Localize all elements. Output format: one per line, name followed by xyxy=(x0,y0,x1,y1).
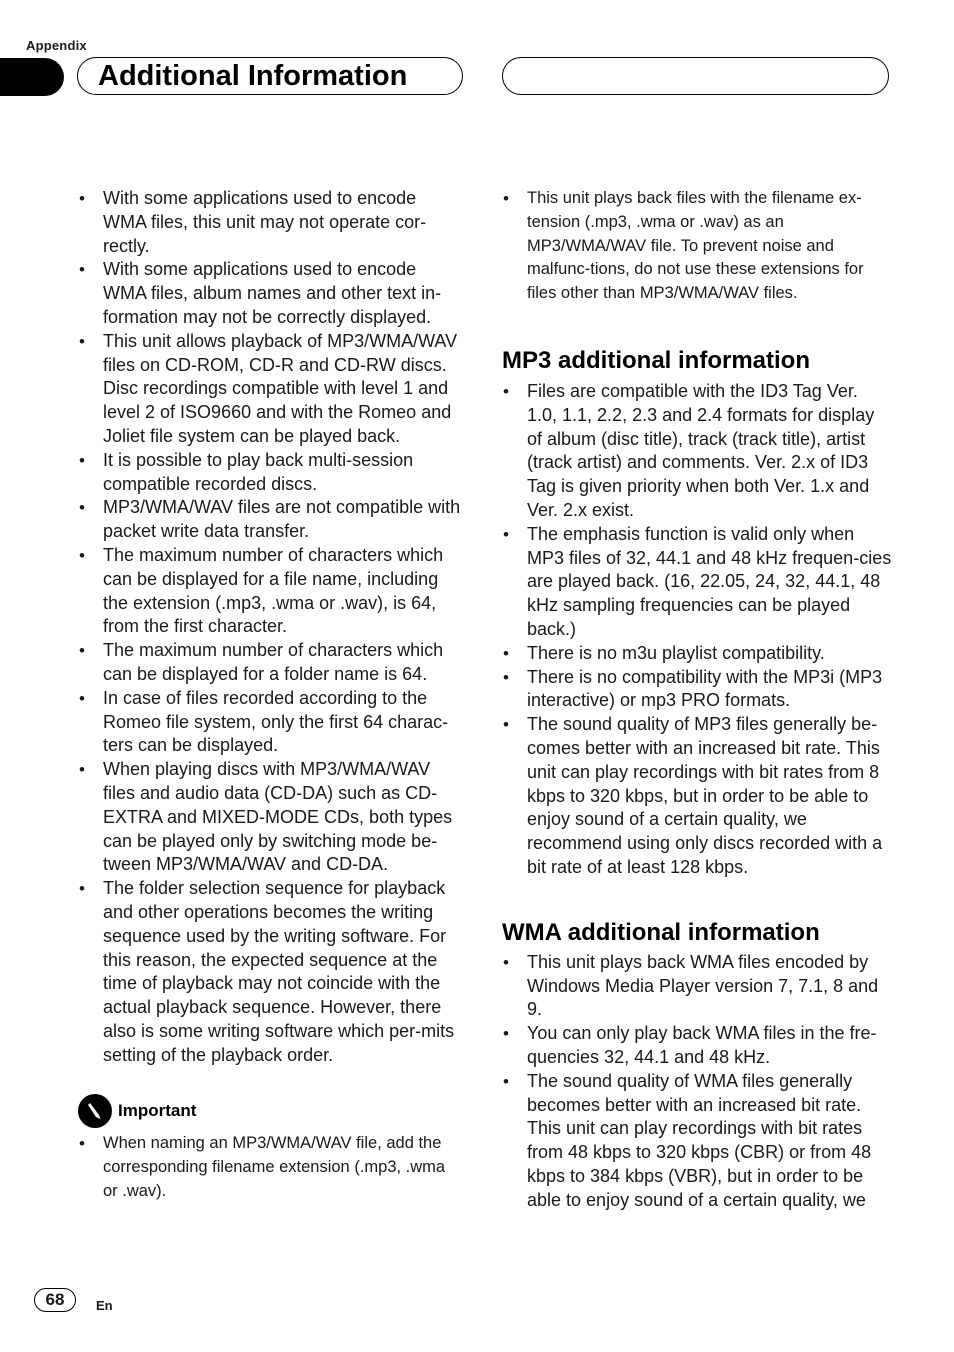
important-bullet-list xyxy=(78,1132,462,1203)
list-item: • With some applications used to encode WMA files, album names and other text in-formation may not be correctly displayed. xyxy=(78,258,462,329)
empty-title-frame xyxy=(502,57,889,95)
list-item: • In case of files recorded according to the Romeo file system, only the first 64 charac-ters can be displayed. xyxy=(78,687,462,758)
left-column xyxy=(78,187,462,1204)
left-bullet-list xyxy=(78,187,462,1067)
chapter-tab xyxy=(0,58,64,96)
list-item: • This unit plays back WMA files encoded by Windows Media Player version 7, 7.1, 8 and 9. xyxy=(502,951,892,1022)
pencil-icon xyxy=(78,1094,112,1128)
page-number: 68 xyxy=(34,1288,76,1312)
page-title: Additional Information xyxy=(98,60,408,92)
title-frame xyxy=(77,57,463,95)
list-item: • The maximum number of characters which can be displayed for a folder name is 64. xyxy=(78,639,462,687)
list-item: • With some applications used to encode WMA files, this unit may not operate cor-rectly. xyxy=(78,187,462,258)
list-item: • Files are compatible with the ID3 Tag Ver. 1.0, 1.1, 2.2, 2.3 and 2.4 formats for display of album (disc title), track (track title), artist (track artist) and comments. Ver. 2.x of ID3 Tag is given priority when both Ver. 1.x and Ver. 2.x exist. xyxy=(502,380,892,523)
list-item: • The sound quality of MP3 files generally be-comes better with an increased bit rate. This unit can play recordings with bit rates from 8 kbps to 320 kbps, but in order to be able to enjoy sound of a certain quality, we recommend using only discs recorded with a bit rate of at least 128 kbps. xyxy=(502,713,892,880)
list-item: • When naming an MP3/WMA/WAV file, add the corresponding filename extension (.mp3, .wma or .wav). xyxy=(78,1132,462,1203)
list-item: • When playing discs with MP3/WMA/WAV files and audio data (CD-DA) such as CD-EXTRA and MIXED-MODE CDs, both types can be played only by switching mode be-tween MP3/WMA/WAV and CD-DA. xyxy=(78,758,462,877)
mp3-bullet-list xyxy=(502,380,892,880)
list-item: • The folder selection sequence for playback and other operations becomes the writing sequence used by the writing software. For this reason, the expected sequence at the time of playback may not coincide with the actual playback sequence. However, there also is some writing software which per-mits setting of the playback order. xyxy=(78,877,462,1067)
wma-bullet-list xyxy=(502,951,892,1213)
mp3-heading: MP3 additional information xyxy=(502,346,811,374)
language-code: En xyxy=(96,1298,113,1313)
important-note-header xyxy=(78,1094,462,1128)
wma-heading: WMA additional information xyxy=(502,918,820,946)
right-column xyxy=(502,187,892,1212)
list-item: • The sound quality of WMA files generally becomes better with an increased bit rate. This unit can play recordings with bit rates from 48 kbps to 320 kbps (CBR) or from 48 kbps to 384 kbps (VBR), but in order to be able to enjoy sound of a certain quality, we xyxy=(502,1070,892,1213)
list-item: • There is no m3u playlist compatibility. xyxy=(502,642,892,666)
list-item: • It is possible to play back multi-session compatible recorded discs. xyxy=(78,449,462,497)
section-label: Appendix xyxy=(26,38,87,53)
important-label: Important xyxy=(118,1101,197,1121)
list-item: • The maximum number of characters which can be displayed for a file name, including the extension (.mp3, .wma or .wav), is 64, from the first character. xyxy=(78,544,462,639)
list-item: • MP3/WMA/WAV files are not compatible with packet write data transfer. xyxy=(78,496,462,544)
list-item: • This unit plays back files with the filename ex-tension (.mp3, .wma or .wav) as an MP3/WMA/WAV file. To prevent noise and malfunc-tions, do not use these extensions for files other than MP3/WMA/WAV files. xyxy=(502,187,892,306)
list-item: • There is no compatibility with the MP3i (MP3 interactive) or mp3 PRO formats. xyxy=(502,666,892,714)
list-item: • You can only play back WMA files in the fre-quencies 32, 44.1 and 48 kHz. xyxy=(502,1022,892,1070)
intro-bullet-list xyxy=(502,187,892,306)
list-item: • This unit allows playback of MP3/WMA/WAV files on CD-ROM, CD-R and CD-RW discs. Disc recordings compatible with level 1 and level 2 of ISO9660 and with the Romeo and Joliet file system can be played back. xyxy=(78,330,462,449)
list-item: • The emphasis function is valid only when MP3 files of 32, 44.1 and 48 kHz frequen-cies are played back. (16, 22.05, 24, 32, 44.1, 48 kHz sampling frequencies can be played back.) xyxy=(502,523,892,642)
